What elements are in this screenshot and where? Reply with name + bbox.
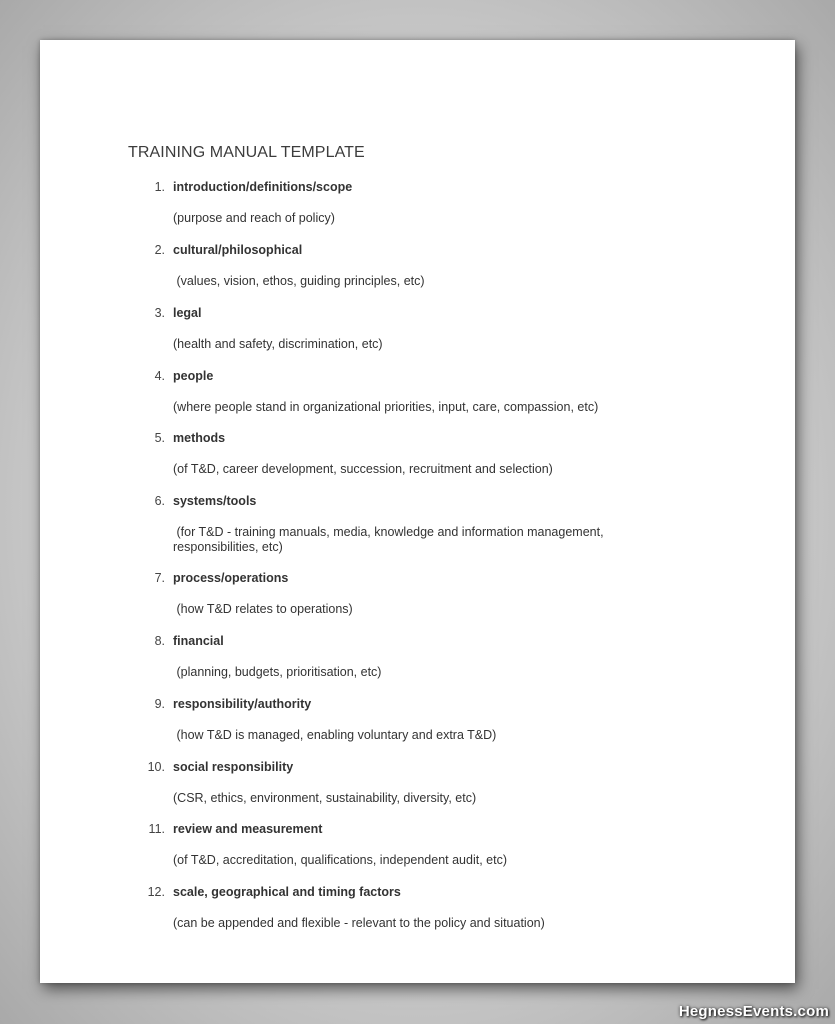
section-heading xyxy=(154,494,257,508)
section-heading xyxy=(154,180,353,194)
section-description: (how T&D relates to operations) xyxy=(173,602,353,616)
section-heading-label: financial xyxy=(173,634,224,648)
section-description: (where people stand in organizational priorities, input, care, compassion, etc) xyxy=(173,400,599,414)
section-heading xyxy=(154,369,214,383)
section-heading-label: process/operations xyxy=(173,571,289,585)
section-heading-label: cultural/philosophical xyxy=(173,243,303,257)
section-number: 3. xyxy=(154,306,165,320)
section-description: (CSR, ethics, environment, sustainability, diversity, etc) xyxy=(173,791,477,805)
document-page xyxy=(40,40,795,983)
section-heading-label: scale, geographical and timing factors xyxy=(173,885,401,899)
section-heading xyxy=(154,431,226,445)
section-number: 7. xyxy=(154,571,165,585)
section-description: (can be appended and flexible - relevant to the policy and situation) xyxy=(173,916,545,930)
section-number: 8. xyxy=(154,634,165,648)
section-number: 12. xyxy=(147,885,165,899)
section-number: 4. xyxy=(154,369,165,383)
section-description: (how T&D is managed, enabling voluntary and extra T&D) xyxy=(173,728,497,742)
section-heading-label: systems/tools xyxy=(173,494,257,508)
section-heading-label: responsibility/authority xyxy=(173,697,312,711)
section-description: (purpose and reach of policy) xyxy=(173,211,335,225)
section-description: (planning, budgets, prioritisation, etc) xyxy=(173,665,382,679)
section-heading xyxy=(147,760,294,774)
section-heading xyxy=(148,822,323,836)
section-description: (of T&D, accreditation, qualifications, independent audit, etc) xyxy=(173,853,507,867)
section-description: (for T&D - training manuals, media, knowledge and information management, responsibilities, etc) xyxy=(173,525,608,554)
section-number: 1. xyxy=(154,180,165,194)
section-heading xyxy=(154,697,312,711)
section-description: (of T&D, career development, succession, recruitment and selection) xyxy=(173,462,553,476)
section-description: (health and safety, discrimination, etc) xyxy=(173,337,383,351)
section-heading-label: social responsibility xyxy=(173,760,294,774)
section-heading-label: review and measurement xyxy=(173,822,323,836)
section-number: 10. xyxy=(147,760,165,774)
section-description: (values, vision, ethos, guiding principles, etc) xyxy=(173,274,425,288)
section-heading-label: people xyxy=(173,369,214,383)
section-number: 2. xyxy=(154,243,165,257)
section-number: 6. xyxy=(154,494,165,508)
section-heading xyxy=(147,885,401,899)
section-heading xyxy=(154,306,202,320)
section-heading xyxy=(154,634,224,648)
section-number: 11. xyxy=(148,822,165,836)
section-heading xyxy=(154,571,289,585)
watermark: HegnessEvents.com xyxy=(678,1003,829,1020)
section-number: 9. xyxy=(154,697,165,711)
section-heading xyxy=(154,243,303,257)
section-number: 5. xyxy=(154,431,165,445)
document-title: TRAINING MANUAL TEMPLATE xyxy=(128,144,365,161)
section-heading-label: legal xyxy=(173,306,202,320)
section-heading-label: introduction/definitions/scope xyxy=(173,180,353,194)
section-heading-label: methods xyxy=(173,431,226,445)
